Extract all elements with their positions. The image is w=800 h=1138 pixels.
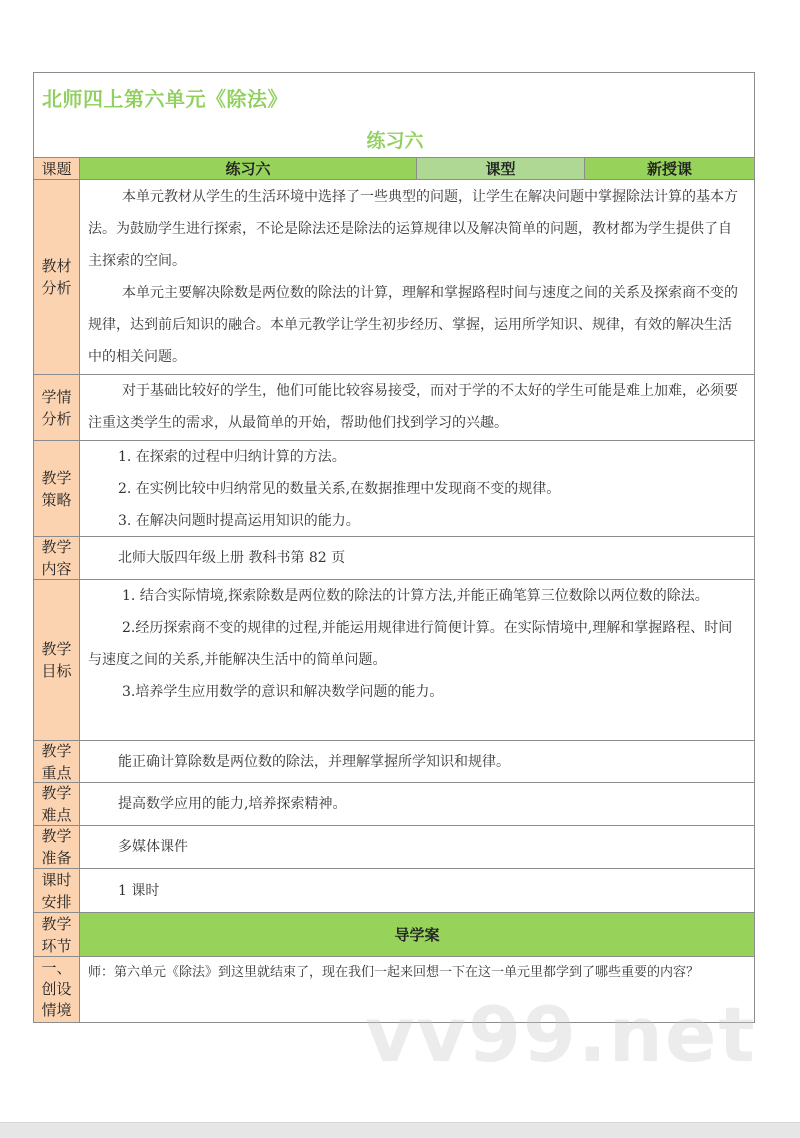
schedule-content xyxy=(80,869,754,912)
goal-item-2: 2.经历探索商不变的规律的过程,并能运用规律进行简便计算。在实际情境中,理解和掌握路程、时间与速度之间的关系,并能解决生活中的简单问题。 xyxy=(88,620,733,668)
scenario-text: 师：第六单元《除法》到这里就结束了，现在我们一起来回想一下在这一单元里都学到了哪些重要的内容？ xyxy=(88,965,700,980)
key-points-row xyxy=(34,741,754,783)
difficulties-row xyxy=(34,783,754,826)
preparation-content xyxy=(80,826,754,868)
lesson-plan-document xyxy=(33,72,755,1023)
teaching-goals-row xyxy=(34,580,754,741)
difficulties-label: 教学 难点 xyxy=(34,783,80,825)
teaching-strategy-content xyxy=(80,441,754,536)
schedule-text: 1 课时 xyxy=(118,882,160,899)
difficulties-content xyxy=(80,783,754,825)
topic-label: 课题 xyxy=(34,158,80,179)
material-analysis-content xyxy=(80,180,754,374)
teaching-steps-row xyxy=(34,913,754,957)
teaching-goals-label: 教学 目标 xyxy=(34,580,80,740)
student-analysis-row xyxy=(34,375,754,441)
lesson-type-value: 新授课 xyxy=(585,158,754,179)
difficulties-text: 提高数学应用的能力,培养探索精神。 xyxy=(118,796,347,812)
key-points-text: 能正确计算除数是两位数的除法，并理解掌握所学知识和规律。 xyxy=(118,753,510,770)
preparation-label: 教学 准备 xyxy=(34,826,80,868)
teaching-goals-content xyxy=(80,580,754,740)
preparation-row xyxy=(34,826,754,869)
strategy-item-1: 1. 在探索的过程中归纳计算的方法。 xyxy=(118,449,346,465)
material-analysis-label: 教材 分析 xyxy=(34,180,80,374)
page-bottom-edge xyxy=(0,1122,800,1138)
topic-value: 练习六 xyxy=(80,158,417,179)
material-paragraph-1: 本单元教材从学生的生活环境中选择了一些典型的问题，让学生在解决问题中掌握除法计算的基本方法。为鼓励学生进行探索，不论是除法还是除法的运算规律以及解决简单的问题，教材都为学生提供了自主探索的空间。 xyxy=(88,189,738,269)
scenario-row xyxy=(34,957,754,1022)
scenario-label: 一、 创设 情境 xyxy=(34,957,80,1022)
student-analysis-label: 学情 分析 xyxy=(34,375,80,440)
schedule-label: 课时 安排 xyxy=(34,869,80,912)
schedule-row xyxy=(34,869,754,913)
teaching-content-row xyxy=(34,537,754,580)
title-block xyxy=(34,73,754,158)
material-analysis-row xyxy=(34,180,754,375)
key-points-label: 教学 重点 xyxy=(34,741,80,782)
teaching-content-content xyxy=(80,537,754,579)
watermark: vv99.net xyxy=(365,990,757,1079)
document-subtitle: 练习六 xyxy=(366,130,424,152)
document-title: 北师四上第六单元《除法》 xyxy=(42,87,288,111)
student-analysis-content xyxy=(80,375,754,440)
strategy-item-3: 3. 在解决问题时提高运用知识的能力。 xyxy=(118,513,360,529)
student-analysis-text: 对于基础比较好的学生，他们可能比较容易接受，而对于学的不太好的学生可能是难上加难，必须要注重这类学生的需求，从最简单的开始，帮助他们找到学习的兴趣。 xyxy=(88,383,738,431)
key-points-content xyxy=(80,741,754,782)
goal-item-1: 1. 结合实际情境,探索除数是两位数的除法的计算方法,并能正确笔算三位数除以两位数的除法。 xyxy=(122,588,709,604)
strategy-item-2: 2. 在实例比较中归纳常见的数量关系,在数据推理中发现商不变的规律。 xyxy=(118,481,561,497)
teaching-strategy-label: 教学 策略 xyxy=(34,441,80,536)
material-paragraph-2: 本单元主要解决除数是两位数的除法的计算，理解和掌握路程时间与速度之间的关系及探索商不变的规律，达到前后知识的融合。本单元教学让学生初步经历、掌握，运用所学知识、规律，有效的解决生活中的相关问题。 xyxy=(88,285,738,365)
header-row xyxy=(34,158,754,180)
teaching-steps-label: 教学 环节 xyxy=(34,913,80,956)
teaching-content-label: 教学 内容 xyxy=(34,537,80,579)
guide-plan-header: 导学案 xyxy=(80,913,754,956)
scenario-content xyxy=(80,957,754,1022)
teaching-content-text: 北师大版四年级上册 教科书第 82 页 xyxy=(118,550,346,566)
lesson-type-label: 课型 xyxy=(417,158,585,179)
preparation-text: 多媒体课件 xyxy=(118,839,188,855)
teaching-strategy-row xyxy=(34,441,754,537)
goal-item-3: 3.培养学生应用数学的意识和解决数学问题的能力。 xyxy=(122,684,444,700)
